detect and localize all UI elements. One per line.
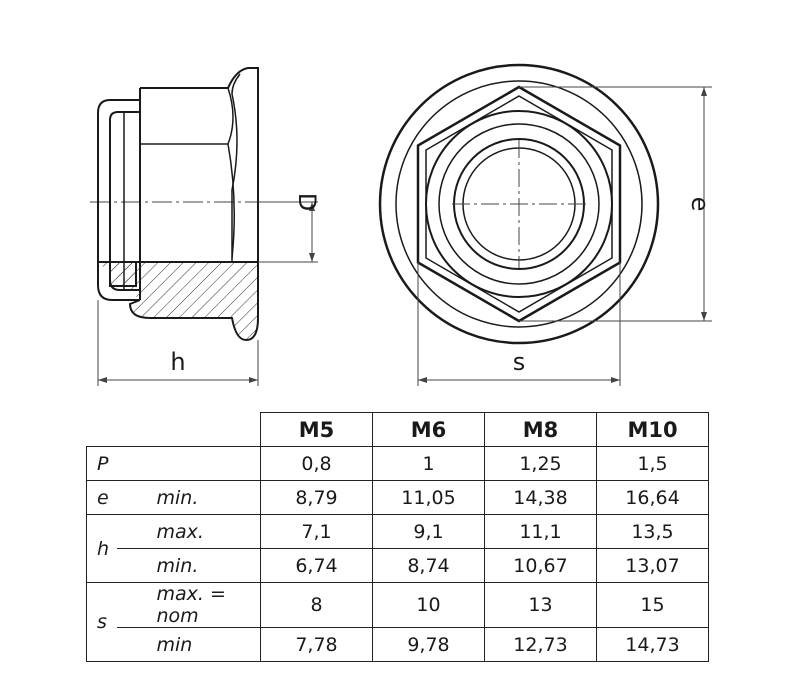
table-cell: 8	[261, 583, 373, 628]
table-cell: 13,07	[597, 549, 709, 583]
table-row	[87, 515, 709, 549]
table-cell: 7,78	[261, 628, 373, 662]
table-row	[87, 481, 709, 515]
label-s: s	[512, 348, 526, 376]
param-label: e	[87, 481, 117, 515]
table-cell: 12,73	[485, 628, 597, 662]
size-header-m10: M10	[597, 413, 709, 447]
side-view	[90, 68, 272, 340]
table-corner	[87, 413, 261, 447]
table-row	[87, 628, 709, 662]
qualifier-label: max. = nom	[117, 583, 261, 628]
table-cell: 1,5	[597, 447, 709, 481]
label-D: D	[293, 192, 321, 212]
table-cell: 16,64	[597, 481, 709, 515]
size-header-m5: M5	[261, 413, 373, 447]
qualifier-label: max.	[117, 515, 261, 549]
table-cell: 1	[373, 447, 485, 481]
table-cell: 10	[373, 583, 485, 628]
qualifier-label: min	[117, 628, 261, 662]
table-cell: 14,73	[597, 628, 709, 662]
table-cell: 11,05	[373, 481, 485, 515]
label-h: h	[170, 348, 186, 376]
front-view	[380, 65, 658, 343]
table-cell: 9,78	[373, 628, 485, 662]
table-cell: 0,8	[261, 447, 373, 481]
table-cell: 15	[597, 583, 709, 628]
param-label: h	[87, 515, 117, 583]
table-cell: 1,25	[485, 447, 597, 481]
size-header-m6: M6	[373, 413, 485, 447]
table-cell: 10,67	[485, 549, 597, 583]
table-cell: 11,1	[485, 515, 597, 549]
table-cell: 13	[485, 583, 597, 628]
table-cell: 6,74	[261, 549, 373, 583]
dimensions-table	[86, 412, 709, 662]
table-cell: 13,5	[597, 515, 709, 549]
table-row	[87, 447, 709, 481]
table-cell: 14,38	[485, 481, 597, 515]
table-header-row	[87, 413, 709, 447]
table-cell: 8,74	[373, 549, 485, 583]
param-label: s	[87, 583, 117, 662]
label-e: e	[686, 196, 714, 212]
table-row	[87, 549, 709, 583]
qualifier-label: min.	[117, 549, 261, 583]
table-cell: 9,1	[373, 515, 485, 549]
table-row	[87, 583, 709, 628]
table-cell: 8,79	[261, 481, 373, 515]
qualifier-label: min.	[117, 481, 261, 515]
size-header-m8: M8	[485, 413, 597, 447]
table-cell: 7,1	[261, 515, 373, 549]
param-label: P	[87, 447, 261, 481]
